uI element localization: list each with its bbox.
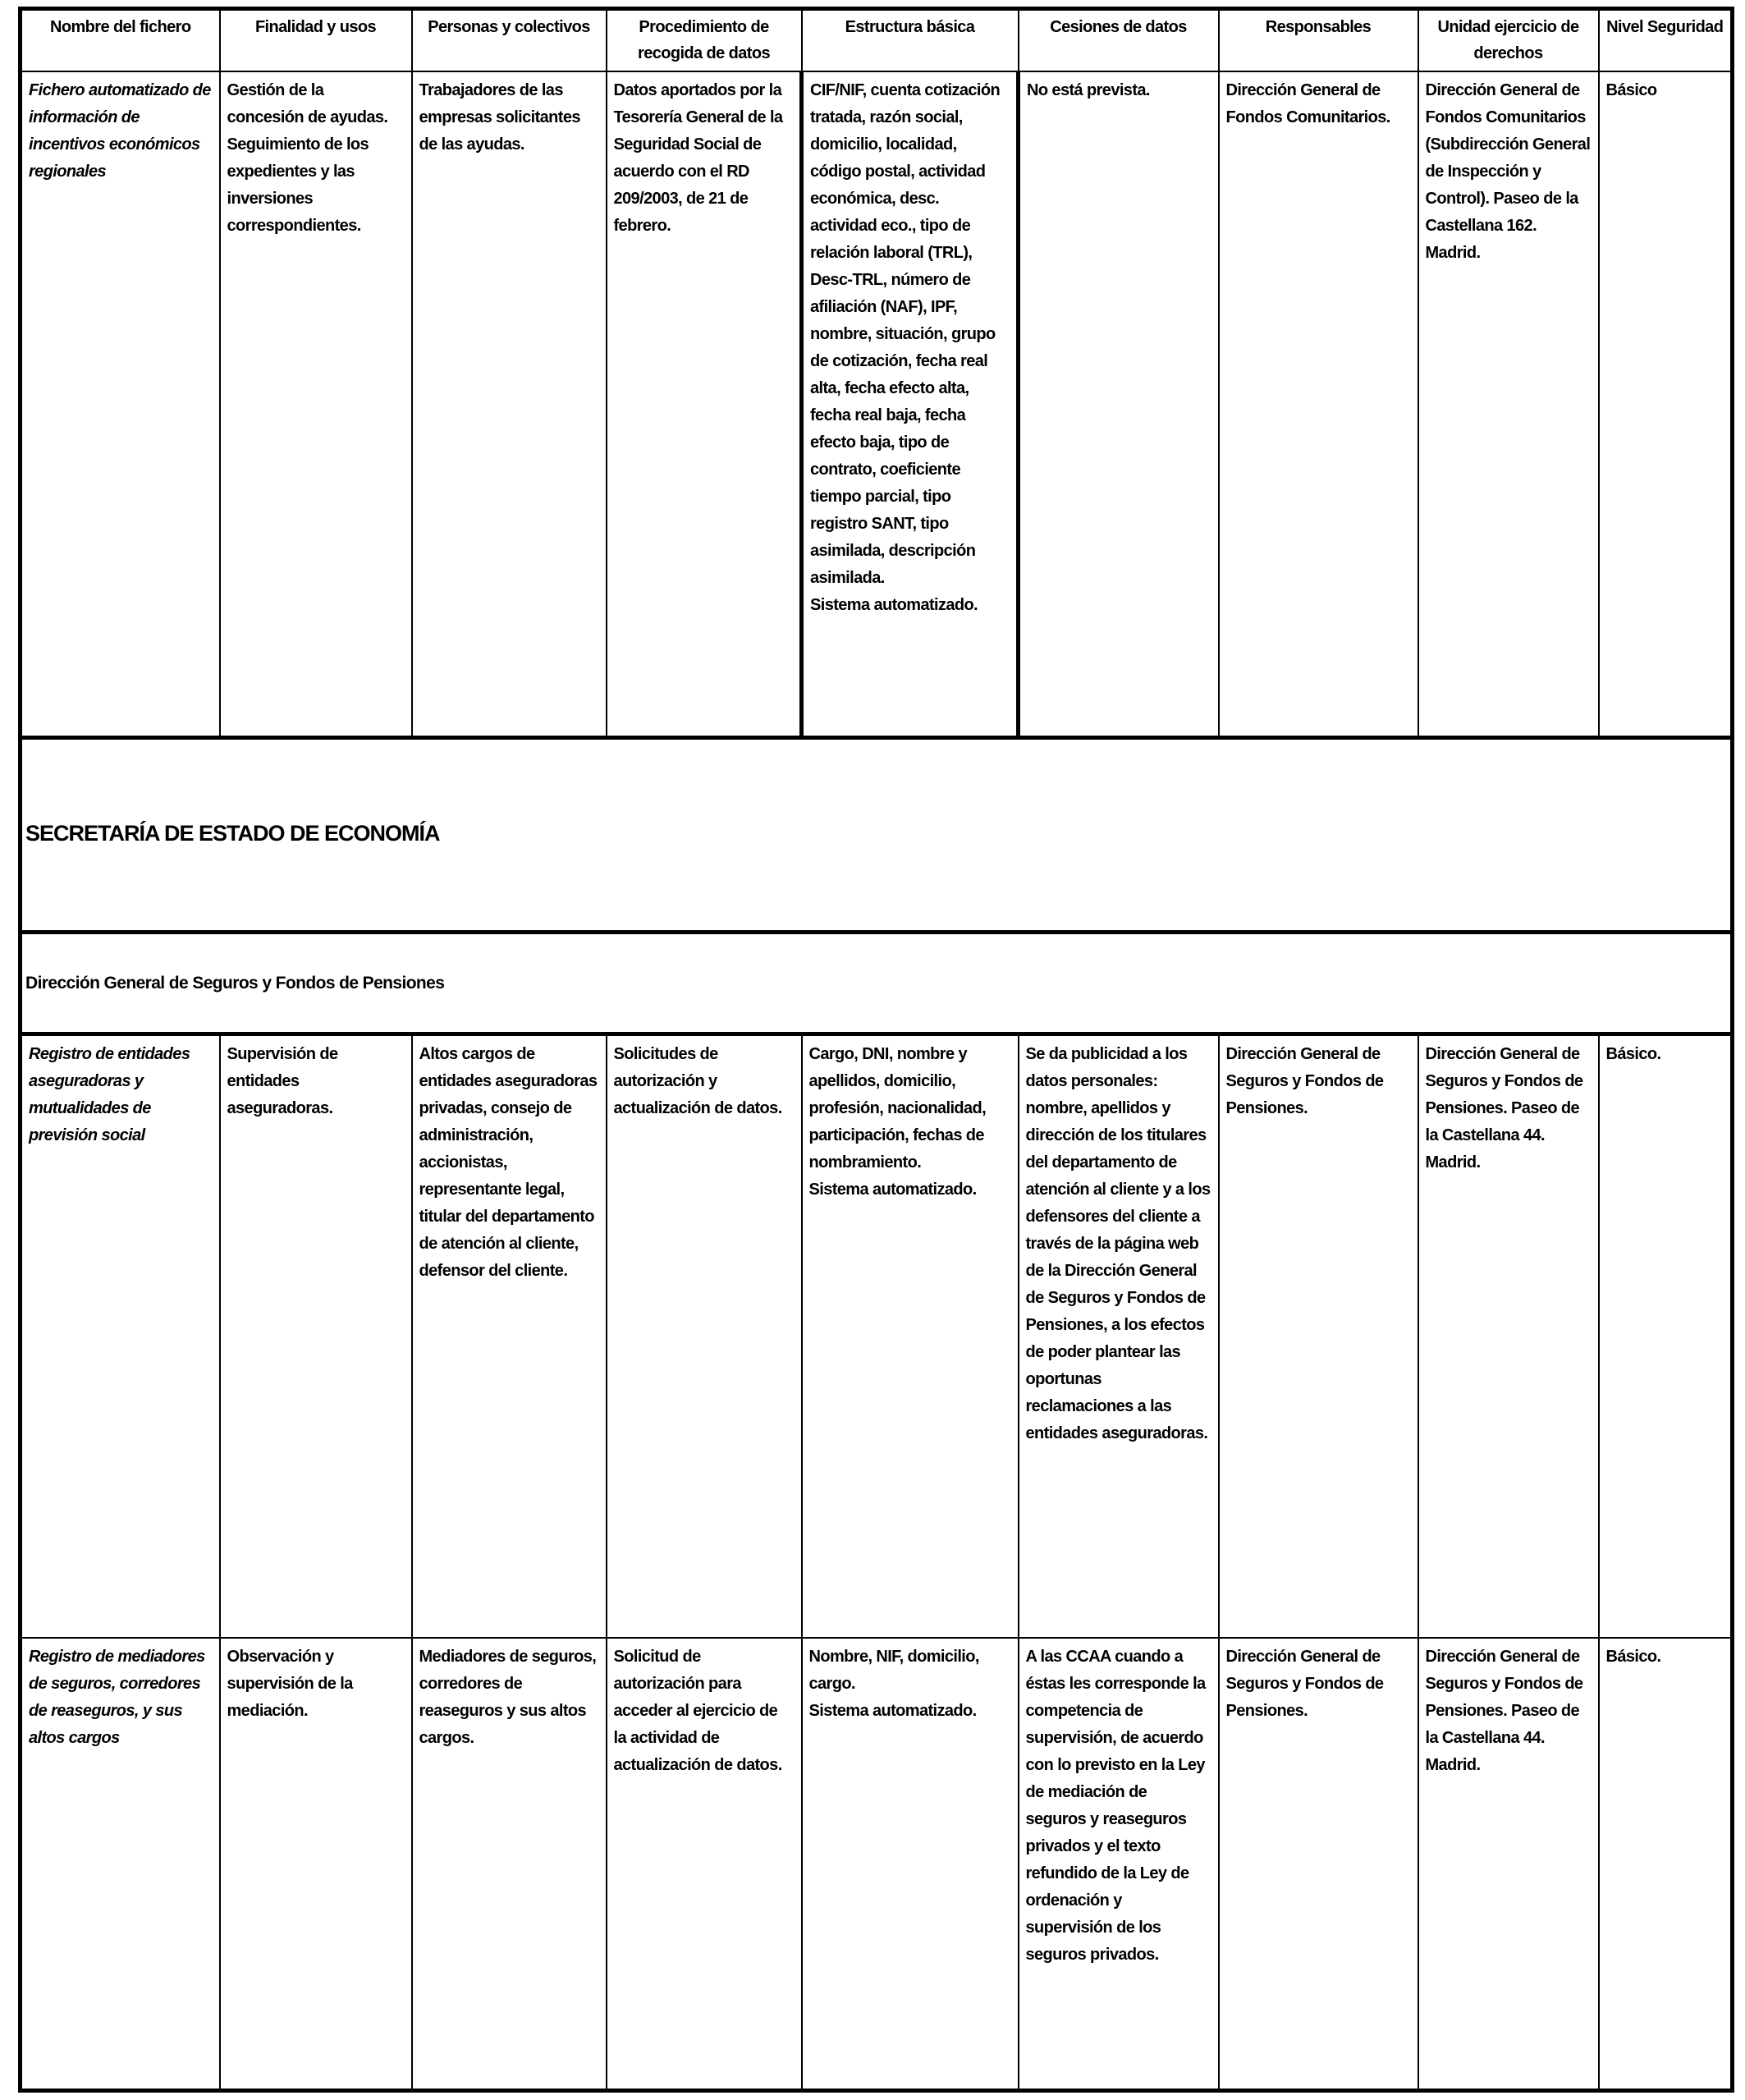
- cell-text: Observación y supervisión de la mediación.: [227, 1647, 353, 1720]
- cell-personas: [412, 71, 607, 738]
- cell-text: Cargo, DNI, nombre y apellidos, domicilio, profesión, nacionalidad, participación, fechas de nombramiento. Sistema automatizado.: [808, 1045, 987, 1199]
- cell-estructura: [802, 1034, 1019, 1638]
- cell-estructura: [802, 71, 1019, 738]
- table-row: [21, 1638, 1733, 2091]
- cell-responsables: [1219, 1638, 1418, 2091]
- header-personas: Personas y colectivos: [412, 9, 607, 71]
- cell-text: No está prevista.: [1027, 80, 1150, 99]
- cell-nivel: [1599, 1034, 1733, 1638]
- header-nombre: Nombre del fichero: [21, 9, 220, 71]
- header-procedimiento: Procedimiento de recogida de datos: [607, 9, 802, 71]
- header-nivel: Nivel Seguridad: [1599, 9, 1733, 71]
- cell-procedimiento: [607, 1638, 802, 2091]
- section-row: [21, 738, 1733, 933]
- cell-cesiones: [1019, 1638, 1219, 2091]
- cell-text: Dirección General de Seguros y Fondos de Pensiones. Paseo de la Castellana 44. Madrid.: [1425, 1647, 1583, 1774]
- cell-estructura: [802, 1638, 1019, 2091]
- subsection-row: [21, 933, 1733, 1034]
- table-row: [21, 1034, 1733, 1638]
- cell-finalidad: [220, 71, 412, 738]
- section-cell: [21, 738, 1733, 933]
- cell-text: Dirección General de Fondos Comunitarios.: [1225, 80, 1390, 126]
- cell-text: Básico.: [1605, 1045, 1661, 1063]
- header-cesiones: Cesiones de datos: [1019, 9, 1219, 71]
- cell-text: Dirección General de Seguros y Fondos de Pensiones.: [1225, 1045, 1384, 1117]
- cell-unidad: [1418, 71, 1599, 738]
- cell-text: Dirección General de Fondos Comunitarios (Subdirección General de Inspección y Control). Paseo de la Castellana 162. Madrid.: [1425, 80, 1591, 262]
- header-finalidad: Finalidad y usos: [220, 9, 412, 71]
- cell-text: Básico: [1605, 80, 1657, 99]
- cell-text: Registro de mediadores de seguros, corredores de reaseguros, y sus altos cargos: [29, 1647, 205, 1747]
- subsection-cell: [21, 933, 1733, 1034]
- table-row: [21, 71, 1733, 738]
- cell-text: Dirección General de Seguros y Fondos de Pensiones. Paseo de la Castellana 44. Madrid.: [1425, 1045, 1583, 1172]
- cell-personas: [412, 1638, 607, 2091]
- cell-text: Dirección General de Seguros y Fondos de Pensiones.: [1225, 1647, 1384, 1720]
- cell-text: Trabajadores de las empresas solicitantes de las ayudas.: [419, 80, 580, 154]
- cell-text: Solicitud de autorización para acceder al ejercicio de la actividad de actualización de datos.: [613, 1647, 782, 1774]
- cell-nombre: [21, 71, 220, 738]
- cell-procedimiento: [607, 1034, 802, 1638]
- cell-cesiones: [1019, 71, 1219, 738]
- cell-unidad: [1418, 1034, 1599, 1638]
- cell-text: A las CCAA cuando a éstas les corresponde la competencia de supervisión, de acuerdo con lo previsto en la Ley de mediación de seguros y reaseguros privados y el texto refundido de la Ley de ordenación y supervisión de los seguros privados.: [1025, 1647, 1206, 1964]
- cell-cesiones: [1019, 1034, 1219, 1638]
- cell-text: Mediadores de seguros, corredores de reaseguros y sus altos cargos.: [419, 1647, 597, 1747]
- cell-responsables: [1219, 1034, 1418, 1638]
- cell-responsables: [1219, 71, 1418, 738]
- cell-unidad: [1418, 1638, 1599, 2091]
- header-unidad: Unidad ejercicio de derechos: [1418, 9, 1599, 71]
- cell-text: Datos aportados por la Tesorería General de la Seguridad Social de acuerdo con el RD 209/2003, de 21 de febrero.: [613, 80, 783, 235]
- cell-text: Nombre, NIF, domicilio, cargo. Sistema automatizado.: [808, 1647, 979, 1720]
- cell-nombre: [21, 1638, 220, 2091]
- registry-table: [18, 7, 1734, 2093]
- cell-text: CIF/NIF, cuenta cotización tratada, razón social, domicilio, localidad, código postal, actividad económica, desc. actividad eco., tipo de relación laboral (TRL), Desc-TRL, número de afiliación (NAF), IPF, nombre, situación, grupo de cotización, fecha real alta, fecha efecto alta, fecha real baja, fecha efecto baja, tipo de contrato, coeficiente tiempo parcial, tipo registro SANT, tipo asimilada, descripción asimilada. Sistema automatizado.: [810, 80, 1001, 614]
- cell-finalidad: [220, 1638, 412, 2091]
- header-estructura: Estructura básica: [802, 9, 1019, 71]
- cell-text: Registro de entidades aseguradoras y mutualidades de previsión social: [29, 1045, 190, 1144]
- section-title: SECRETARÍA DE ESTADO DE ECONOMÍA: [25, 821, 440, 846]
- subsection-title: Dirección General de Seguros y Fondos de Pensiones: [25, 973, 445, 993]
- cell-text: Básico.: [1605, 1647, 1661, 1666]
- cell-procedimiento: [607, 71, 802, 738]
- cell-text: Supervisión de entidades aseguradoras.: [227, 1045, 338, 1117]
- cell-nivel: [1599, 1638, 1733, 2091]
- cell-text: Fichero automatizado de información de incentivos económicos regionales: [29, 80, 211, 181]
- cell-nivel: [1599, 71, 1733, 738]
- cell-text: Altos cargos de entidades aseguradoras privadas, consejo de administración, accionistas, representante legal, titular del departamento de atención al cliente, defensor del cliente.: [419, 1045, 598, 1280]
- cell-text: Se da publicidad a los datos personales: nombre, apellidos y dirección de los titulares del departamento de atención al cliente y a los defensores del cliente a través de la página web de la Dirección General de Seguros y Fondos de Pensiones, a los efectos de poder plantear las oportunas reclamaciones a las entidades aseguradoras.: [1025, 1045, 1211, 1442]
- cell-finalidad: [220, 1034, 412, 1638]
- header-row: [21, 9, 1733, 71]
- cell-text: Gestión de la concesión de ayudas. Seguimiento de los expedientes y las inversiones correspondientes.: [227, 80, 388, 235]
- cell-personas: [412, 1034, 607, 1638]
- cell-text: Solicitudes de autorización y actualización de datos.: [613, 1045, 782, 1117]
- header-responsables: Responsables: [1219, 9, 1418, 71]
- cell-nombre: [21, 1034, 220, 1638]
